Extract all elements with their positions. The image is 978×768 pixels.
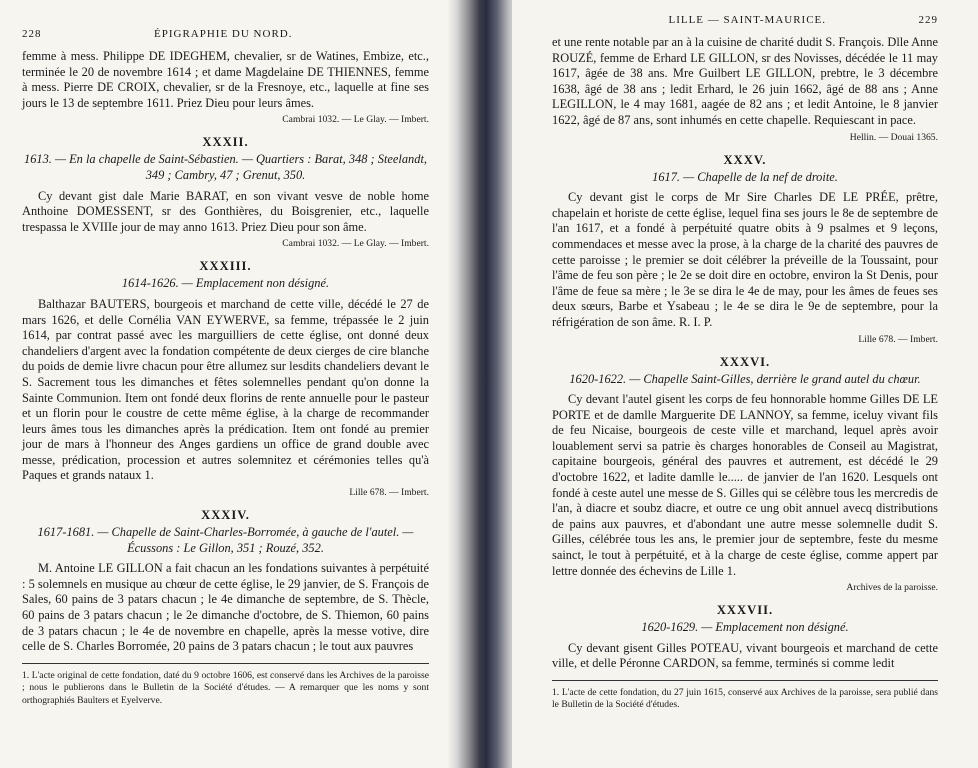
right-intro-text: et une rente notable par an à la cuisine de charité dudit S. François. Dlle Anne ROUZÉ, femme de Erhard LE GILLON, sr des Novisses, décédée le 11 may 1617, âgée de 38 ans. Mre Guilbert LE GILLON, prebtre, le 3 décembre 1638, âgé de 38 ans ; ledit Erhard, le 26 juin 1662, âgé de 88 ans ; Anne LEGILLON, le 4 may 1681, aagée de 82 ans ; et ledit Antoine, le 8 janvier 1622, âgé de 87 ans, sont inhumés en cette chapelle. Requiescant in pace.	[552, 35, 938, 127]
entry-source: Lille 678. — Imbert.	[858, 333, 938, 345]
entry-number: XXXVI.	[719, 354, 771, 369]
entry-heading: 1617. — Chapelle de la nef de droite.	[652, 169, 838, 184]
entry-heading: 1620-1629. — Emplacement non désigné.	[641, 620, 849, 635]
entry-text: Cy devant gist dale Marie BARAT, en son vivant vesve de noble home Anthoine DOMESSENT, sr des Gonthières, du Boisgrenier, etc., laquelle trespassa le XVIIIe jour de may anno 1613. Priez Dieu pour son âme.	[22, 188, 429, 234]
entry-text: Cy devant gist le corps de Mr Sire Charles DE LE PRÉE, prêtre, chapelain et horiste de cette église, lequel fina ses jours le 8e de septembre de l'an 1617, et a fondé à perpétuité quatre obits à 9 psalmes et 9 leçons, commendaces et messe avec la prose, à la charge de la charité des pauvres de cette paroisse ; le premier se doit célébrer la préveille de la Toussaint, pour l'âme de feu son père ; le 2e se doit dire en octobre, environ la St Denis, pour l'âme de feue sa mère ; le 3e se dira le 4e de may, pour les âmes de feues ses deux sœurs, Barbe et Ysabeau ; le 4e se dira le 9e de septembre, pour la réfrigération de son âme. R. I. P.	[552, 190, 938, 329]
entry-source: Cambrai 1032. — Le Glay. — Imbert.	[282, 238, 429, 250]
entry-number: XXXIV.	[201, 508, 250, 523]
left-intro-text: femme à mess. Philippe DE IDEGHEM, chevalier, sr de Watines, Embize, etc., terminée le 20 de novembre 1614 ; et dame Magdelaine DE THIENNES, femme à mess. Pierre DE CROIX, chevalier, sr de la Fresnoye, etc., laquelle at fine ses jours le 13 de septembre 1611. Priez Dieu pour leurs âmes.	[22, 49, 429, 110]
entry-text: Balthazar BAUTERS, bourgeois et marchand de cette ville, décédé le 27 de mars 1626, et delle Cornélia VAN EYWERVE, sa femme, trépassée le 2 juin 1614, par contrat passé avec les marguilliers de cette église, ont donné deux chandeliers d'argent avec la fondation compétente de deux cierges de cire blanche du poids de demie livre chacun pour être allumez sur lesdits chandeliers devant le S. Sacrement tous les dimanches et fêtes solemnelles pendant qu'on donne la Sainte Communion. Item ont fondé deux florins de rente annuelle pour le pasteur et un florin pour le coustre de cette même église, à la charge de recommander leurs âmes tous les dimanches après la prédication. Item ont fondé au premier jour de mars à l'honneur des Anges gardiens un office de grand double avec messe, prédication, procession et autres solemnitez et cérémonies telles qu'à Paques et grands nataux 1.	[22, 296, 429, 483]
left-intro-source: Cambrai 1032. — Le Glay. — Imbert.	[282, 114, 429, 126]
left-footnote: 1. L'acte original de cette fondation, daté du 9 octobre 1606, est conservé dans les Archives de la paroisse ; nous le publierons dans le Bulletin de la Société d'études. — A remarquer que les noms y sont orthographiés Baulters et Eyelverve.	[22, 669, 429, 706]
left-page-number: 228	[22, 28, 42, 40]
right-header-title: LILLE — SAINT-MAURICE.	[668, 14, 827, 26]
entry-source: Archives de la paroisse.	[846, 582, 938, 594]
right-page	[512, 0, 978, 768]
book-gutter-shadow	[448, 0, 518, 768]
right-intro-source: Hellin. — Douai 1365.	[849, 131, 938, 143]
left-running-head	[22, 28, 429, 40]
entry-text: Cy devant gisent Gilles POTEAU, vivant bourgeois et marchand de cette ville, et delle Péronne CARDON, sa femme, terminés si comme ledit	[552, 640, 938, 671]
left-page	[0, 0, 465, 768]
entry-heading: 1617-1681. — Chapelle de Saint-Charles-Borromée, à gauche de l'autel. — Écussons : Le Gillon, 351 ; Rouzé, 352.	[37, 525, 414, 555]
entry-source: Lille 678. — Imbert.	[349, 487, 429, 499]
right-running-head	[552, 14, 938, 26]
entry-heading: 1614-1626. — Emplacement non désigné.	[121, 276, 330, 291]
entry-heading: 1613. — En la chapelle de Saint-Sébastien. — Quartiers : Barat, 348 ; Steelandt, 349 ; Cambry, 47 ; Grenut, 350.	[24, 152, 427, 182]
right-page-number: 229	[918, 14, 938, 26]
entry-number: XXXII.	[202, 135, 249, 150]
entry-heading: 1620-1622. — Chapelle Saint-Gilles, derrière le grand autel du chœur.	[569, 371, 921, 386]
entry-number: XXXV.	[723, 152, 767, 167]
footnote-divider	[22, 663, 429, 664]
entry-number: XXXVII.	[716, 603, 774, 618]
left-header-title: ÉPIGRAPHIE DU NORD.	[154, 28, 293, 40]
entry-text: M. Antoine LE GILLON a fait chacun an les fondations suivantes à perpétuité : 5 solemnels en musique au chœur de cette église, le 29 janvier, de S. François de Sales, 60 pains de 3 patars chacun ; le 4e dimanche de septembre, de S. Thècle, 60 pains de 3 patars chacun ; le 2e dimanche d'octobre, de S. Thiemon, 60 pains de 3 patars chacun ; le 4e de novembre en chapelle, après la messe votive, dire celle de S. Charles Borromée, 20 pains de 3 patars chacun ; le tout aux pauvres	[22, 561, 429, 654]
entry-number: XXXIII.	[199, 259, 252, 274]
entry-text: Cy devant l'autel gisent les corps de feu honnorable homme Gilles DE LE PORTE et de damlle Marguerite DE LANNOY, sa femme, iceluy vivant fils de feu Nicaise, bourgeois de ceste ville et marchand, lequel après avoir louablement servi sa patrie ès charges honorables de Conseil au Magistrat, capitaine bourgeois, général des pauvres et autrement, est décédé le 29 d'octobre 1622, et ladite damlle le..... de janvier de l'an 1620. Lesquels ont fondé à ceste autel une messe de S. Gilles qui se célèbre tous les mercredis de l'an, à diacre et soubz diacre, et outre ce ung obit annuel avecq distributions de pains aux pauvres, et d'abondant une autre messe solemnelle dudit S. Gilles, célébrée tous les ans, le premier jour de septembre, feste du mesme sainct, le tout à perpétuité, et à la charge de ceste église, comme appert par lettre donnée des échevins de Lille 1.	[552, 392, 938, 578]
right-footnote: 1. L'acte de cette fondation, du 27 juin 1615, conservé aux Archives de la paroisse, sera publié dans le Bulletin de la Société d'études.	[552, 687, 938, 711]
footnote-divider	[552, 680, 938, 681]
